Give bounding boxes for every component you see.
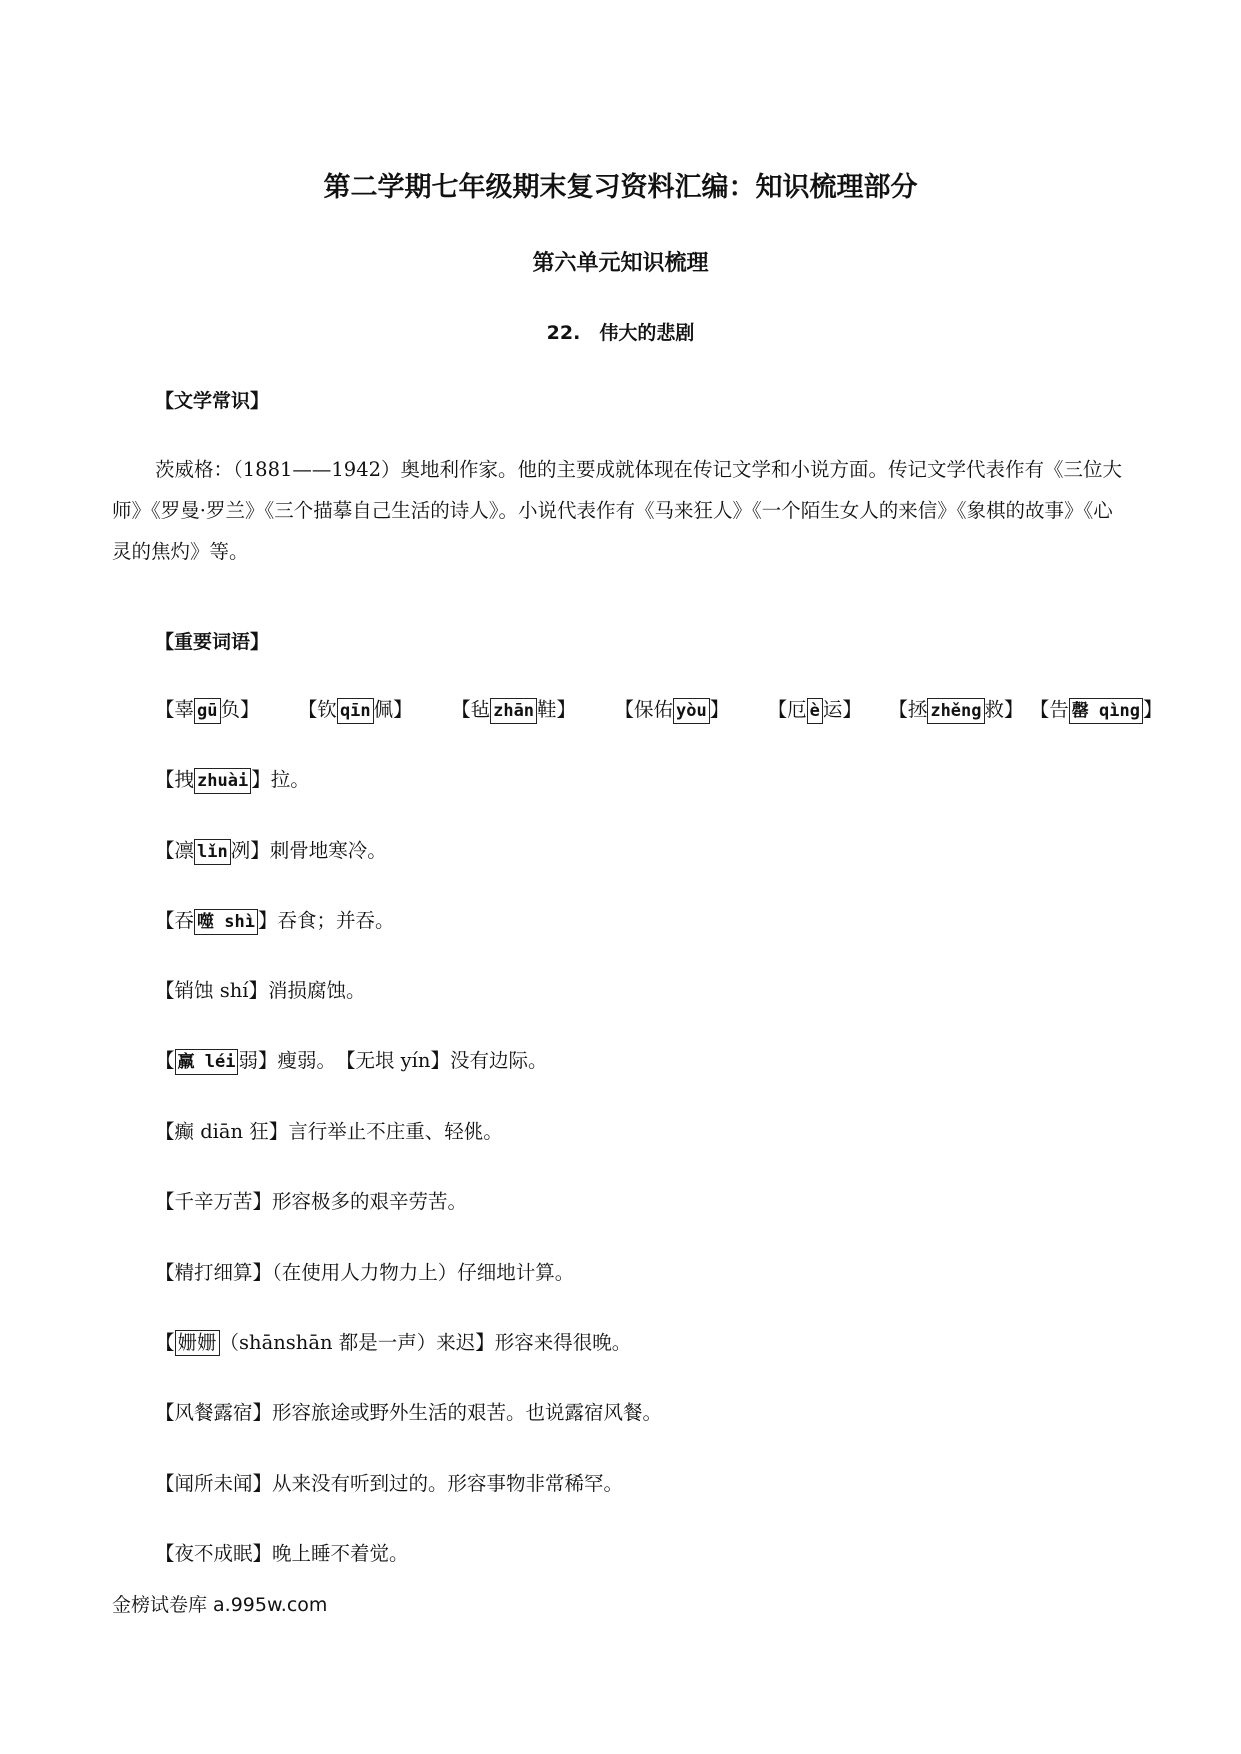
- entry-line: 【 姗姗 （shānshān 都是一声）来迟】形容来得很晚。: [155, 1331, 632, 1354]
- literature-paragraph: 茨威格：（1881——1942）奥地利作家。他的主要成就体现在传记文学和小说方面。传记文学代表作有《三位大师》《罗曼·罗兰》《三个描摹自己生活的诗人》。小说代表作有《马来狂人》《一个陌生女人的来信》《象棋的故事》《心灵的焦灼》等。: [112, 458, 1123, 563]
- vocab-item: 【厄 è 运】: [768, 698, 862, 721]
- unit-heading: 第六单元知识梳理: [532, 251, 709, 276]
- entry-line: 【风餐露宿】形容旅途或野外生活的艰苦。也说露宿风餐。: [155, 1401, 663, 1424]
- vocab-item: 【辜 gū 负】: [155, 698, 260, 721]
- entry-line: 【癫 diān 狂】言行举止不庄重、轻佻。: [155, 1120, 503, 1143]
- entry-line: 【夜不成眠】晚上睡不着觉。: [155, 1542, 409, 1565]
- vocab-row: [155, 694, 1162, 724]
- vocab-item: 【钦 qīn 佩】: [298, 698, 413, 721]
- section-heading-literature: 【文学常识】: [155, 390, 270, 412]
- page-title: 第二学期七年级期末复习资料汇编：知识梳理部分: [323, 172, 918, 203]
- entry-line: 【千辛万苦】形容极多的艰辛劳苦。: [155, 1190, 468, 1213]
- entry-line: 【销蚀 shí】消损腐蚀。: [155, 979, 366, 1002]
- entry-line: 【闻所未闻】从来没有听到过的。形容事物非常稀罕。: [155, 1472, 624, 1495]
- vocab-item: 【告 罄 qìng 】: [1030, 698, 1163, 721]
- footer-watermark: 金榜试卷库 a.995w.com: [112, 1594, 328, 1616]
- lesson-heading: 22. 伟大的悲剧: [546, 322, 695, 344]
- entry-line: 【吞 噬 shì 】吞食；并吞。: [155, 905, 394, 935]
- entry-line: 【精打细算】（在使用人力物力上）仔细地计算。: [155, 1261, 575, 1284]
- vocab-item: 【保佑 yòu 】: [614, 698, 729, 721]
- entry-line: 【拽 zhuài 】拉。: [155, 764, 310, 794]
- section-heading-vocabulary: 【重要词语】: [155, 631, 270, 653]
- entry-line: 【 羸 léi 弱】瘦弱。 【无垠 yín】没有边际。: [155, 1045, 547, 1075]
- entry-line: 【凛 lǐn 冽】刺骨地寒冷。: [155, 835, 387, 865]
- vocab-item: 【毡 zhān 鞋】: [451, 698, 576, 721]
- vocab-item: 【拯 zhěng 救】: [888, 698, 1023, 721]
